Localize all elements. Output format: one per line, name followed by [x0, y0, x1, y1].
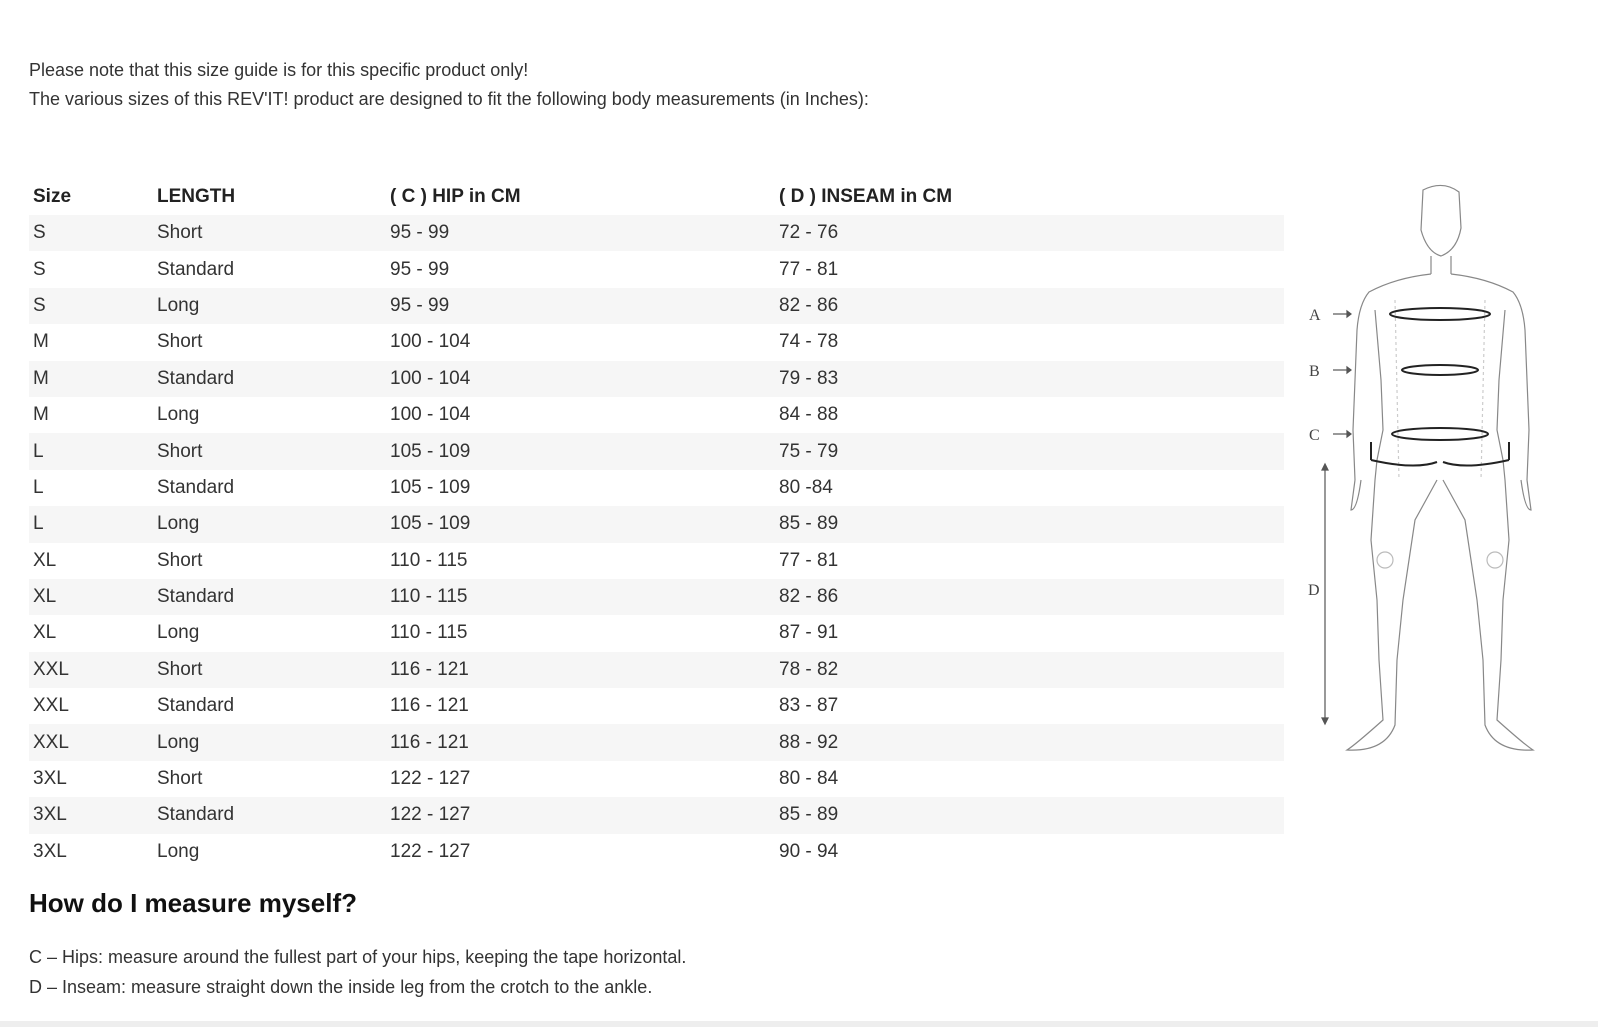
figure-label-c: C [1309, 427, 1320, 444]
cell-size: XL [33, 622, 57, 644]
cell-length: Long [157, 840, 200, 862]
cell-length: Long [153, 288, 386, 324]
cell-inseam: 72 - 76 [775, 215, 1284, 251]
cell-length: Short [153, 652, 386, 688]
cell-inseam: 87 - 91 [779, 622, 839, 644]
cell-size: M [33, 331, 49, 353]
measure-notes [29, 942, 686, 1002]
table-row [29, 761, 1284, 797]
table-row [29, 688, 1284, 724]
cell-length: Long [153, 724, 386, 760]
table-row [29, 615, 1284, 651]
cell-inseam: 82 - 86 [775, 579, 1284, 615]
table-row [29, 361, 1284, 397]
cell-inseam: 88 - 92 [775, 724, 1284, 760]
inseam-instruction: D – Inseam: measure straight down the inside leg from the crotch to the ankle. [29, 977, 653, 997]
table-row [29, 506, 1284, 542]
cell-length: Standard [153, 797, 386, 833]
hips-instruction: C – Hips: measure around the fullest part of your hips, keeping the tape horizontal. [29, 947, 687, 967]
intro-text [29, 56, 869, 114]
cell-size: S [29, 288, 153, 324]
cell-inseam: 75 - 79 [775, 433, 1284, 469]
cell-inseam: 77 - 81 [779, 258, 839, 280]
cell-size: XL [29, 579, 153, 615]
header-size: Size [33, 186, 72, 207]
cell-inseam: 74 - 78 [779, 331, 839, 353]
cell-hip: 110 - 115 [386, 579, 775, 615]
measure-title: How do I measure myself? [29, 888, 357, 918]
table-row [29, 215, 1284, 251]
cell-hip: 100 - 104 [386, 361, 775, 397]
cell-hip: 105 - 109 [390, 476, 471, 498]
cell-hip: 116 - 121 [390, 695, 469, 717]
cell-length: Short [157, 549, 203, 571]
cell-length: Short [153, 433, 386, 469]
table-row [29, 433, 1284, 469]
cell-length: Long [157, 404, 200, 426]
table-row [29, 579, 1284, 615]
cell-inseam: 79 - 83 [775, 361, 1284, 397]
cell-inseam: 83 - 87 [779, 695, 839, 717]
cell-hip: 122 - 127 [386, 797, 775, 833]
cell-length: Standard [157, 258, 235, 280]
cell-hip: 122 - 127 [390, 768, 471, 790]
cell-size: XXL [29, 652, 153, 688]
cell-hip: 105 - 109 [386, 506, 775, 542]
cell-size: L [29, 433, 153, 469]
cell-inseam: 85 - 89 [775, 797, 1284, 833]
intro-line-1: Please note that this size guide is for this specific product only! [29, 60, 529, 80]
table-body [29, 215, 1284, 870]
bottom-divider [0, 1021, 1598, 1027]
cell-size: S [33, 258, 46, 280]
table-row [29, 288, 1284, 324]
cell-size: 3XL [33, 840, 67, 862]
cell-hip: 100 - 104 [390, 331, 471, 353]
body-measurement-figure [1308, 180, 1555, 760]
cell-inseam: 80 -84 [779, 476, 833, 498]
cell-hip: 95 - 99 [390, 258, 450, 280]
cell-inseam: 77 - 81 [779, 549, 839, 571]
cell-inseam: 90 - 94 [779, 840, 839, 862]
table-row [29, 543, 1284, 579]
cell-hip: 116 - 121 [386, 724, 775, 760]
cell-hip: 110 - 115 [390, 622, 468, 644]
cell-hip: 122 - 127 [390, 840, 471, 862]
cell-hip: 116 - 121 [386, 652, 775, 688]
table-row [29, 397, 1284, 433]
header-inseam: ( D ) INSEAM in CM [779, 186, 953, 207]
cell-inseam: 84 - 88 [779, 404, 839, 426]
header-length: LENGTH [157, 186, 236, 207]
cell-hip: 105 - 109 [386, 433, 775, 469]
cell-length: Short [157, 768, 203, 790]
header-hip: ( C ) HIP in CM [390, 186, 521, 207]
table-row [29, 251, 1284, 287]
cell-size: 3XL [29, 797, 153, 833]
size-table [29, 179, 1284, 870]
table-row [29, 724, 1284, 760]
cell-length: Long [153, 506, 386, 542]
table-row [29, 797, 1284, 833]
intro-line-2: The various sizes of this REV'IT! product are designed to fit the following body measurements (in Inches): [29, 89, 869, 109]
table-row [29, 834, 1284, 870]
cell-length: Short [153, 215, 386, 251]
figure-label-b: B [1309, 363, 1320, 380]
cell-size: XXL [29, 724, 153, 760]
cell-size: S [29, 215, 153, 251]
cell-size: 3XL [33, 768, 67, 790]
cell-length: Long [157, 622, 200, 644]
cell-length: Standard [153, 579, 386, 615]
table-row [29, 652, 1284, 688]
cell-hip: 95 - 99 [386, 288, 775, 324]
cell-hip: 95 - 99 [386, 215, 775, 251]
cell-inseam: 82 - 86 [775, 288, 1284, 324]
cell-hip: 110 - 115 [390, 549, 468, 571]
cell-length: Short [157, 331, 203, 353]
cell-hip: 100 - 104 [390, 404, 471, 426]
cell-length: Standard [157, 476, 235, 498]
cell-size: M [33, 404, 49, 426]
cell-size: L [33, 476, 44, 498]
figure-label-a: A [1309, 307, 1321, 324]
figure-label-d: D [1308, 582, 1320, 599]
table-row [29, 470, 1284, 506]
cell-inseam: 85 - 89 [775, 506, 1284, 542]
cell-size: M [29, 361, 153, 397]
cell-size: XXL [33, 695, 69, 717]
cell-size: L [29, 506, 153, 542]
table-header-row [29, 179, 1284, 215]
cell-inseam: 80 - 84 [779, 768, 839, 790]
table-row [29, 324, 1284, 360]
cell-size: XL [33, 549, 57, 571]
cell-length: Standard [153, 361, 386, 397]
cell-inseam: 78 - 82 [775, 652, 1284, 688]
cell-length: Standard [157, 695, 235, 717]
